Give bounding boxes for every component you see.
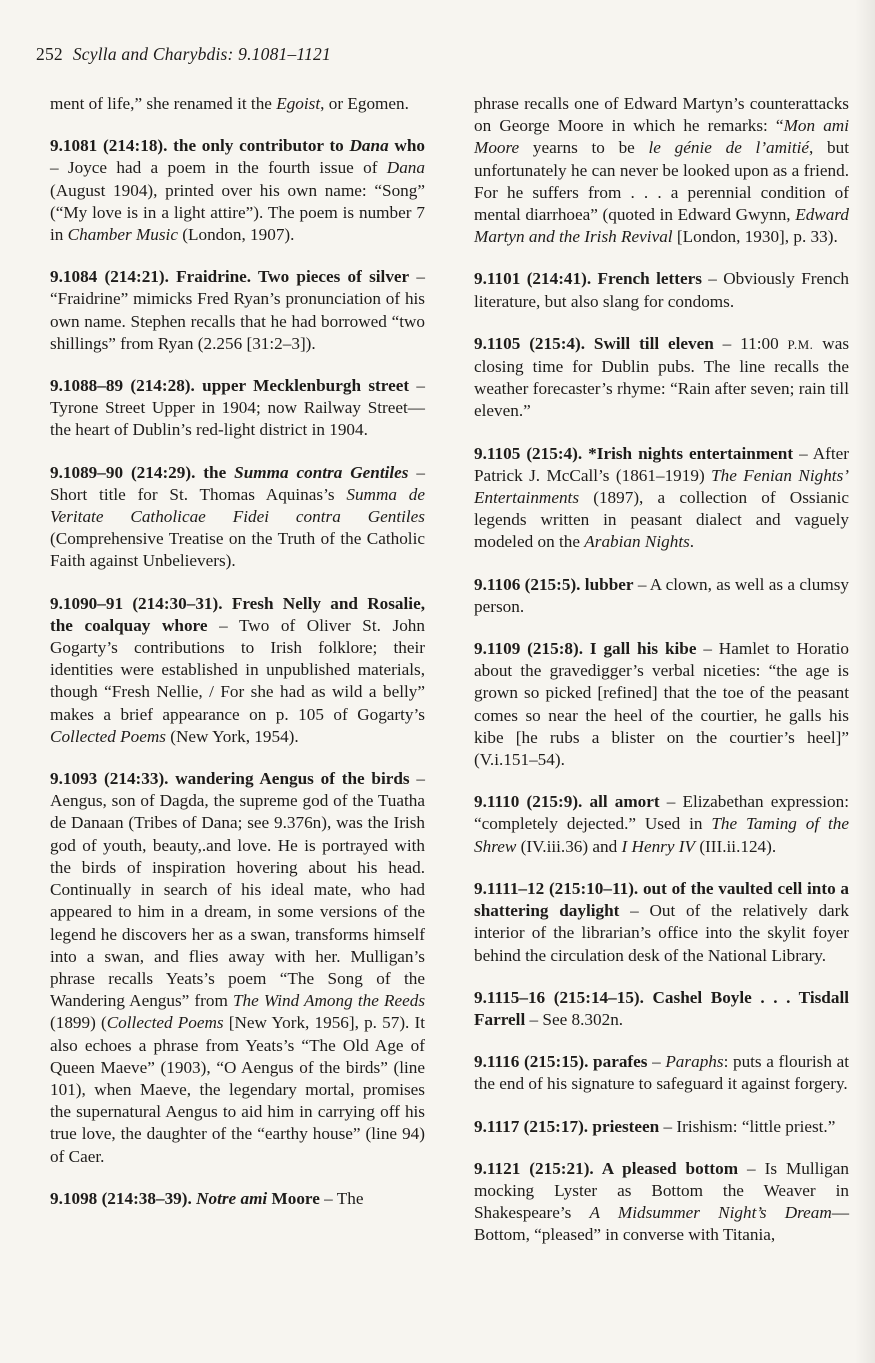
running-head: [36, 44, 331, 65]
annotation-entry: 9.1106 (215:5). lubber – A clown, as well as a clumsy person.: [474, 574, 849, 616]
annotation-entry: 9.1111–12 (215:10–11). out of the vaulted cell into a shattering daylight – Out of the relatively dark interior of the librarian’s office into the skylit foyer behind the circulation desk of the National Library.: [474, 878, 849, 965]
annotation-entry: 9.1081 (214:18). the only contributor to Dana who – Joyce had a poem in the fourth issue of Dana (August 1904), printed over his own name: “Song” (“My love is in a light attire”). The poem is number 7 in Chamber Music (London, 1907).: [50, 136, 425, 245]
annotation-entry: 9.1090–91 (214:30–31). Fresh Nelly and Rosalie, the coalquay whore – Two of Oliver St. John Gogarty’s contributions to Irish folklore; their identities were established in unpublished materials, though “Fresh Nellie, / For she had as wild a belly” makes a brief appearance on p. 105 of Gogarty’s Collected Poems (New York, 1954).: [50, 593, 425, 746]
annotation-entry: 9.1121 (215:21). A pleased bottom – Is Mulligan mocking Lyster as Bottom the Weaver in Shakespeare’s A Midsummer Night’s Dream—Bottom, “pleased” in converse with Titania,: [474, 1158, 850, 1245]
right-column: [474, 93, 849, 1267]
annotation-entry: 9.1084 (214:21). Fraidrine. Two pieces of silver – “Fraidrine” mimicks Fred Ryan’s pronunciation of his own name. Stephen recalls that he had borrowed “two shillings” from Ryan (2.256 [31:2–3]).: [50, 267, 425, 353]
annotation-entry: 9.1115–16 (215:14–15). Cashel Boyle . . . Tisdall Farrell – See 8.302n.: [474, 987, 849, 1029]
page-number: 252: [36, 44, 63, 64]
annotation-entry: ment of life,” she renamed it the Egoist, or Egomen.: [50, 94, 409, 113]
annotation-entry: 9.1109 (215:8). I gall his kibe – Hamlet to Horatio about the gravedigger’s verbal niceties: “the age is grown so picked [refined] that the toe of the peasant comes so near the heel of the courtier, he galls his kibe [he rubs a blister on the courtier’s heel]” (V.i.151–54).: [474, 639, 849, 770]
page-edge-shadow: [855, 0, 875, 1363]
left-column: [50, 93, 425, 1230]
annotation-entry: phrase recalls one of Edward Martyn’s counterattacks on George Moore in which he remarks: “Mon ami Moore yearns to be le génie de l’amitié, but unfortunately he can never be looked upon as a friend. For he suffers from . . . a perennial condition of mental diarrhoea” (quoted in Edward Gwynn, Edward Martyn and the Irish Revival [London, 1930], p. 33).: [474, 94, 849, 247]
annotation-entry: 9.1116 (215:15). parafes – Paraphs: puts a flourish at the end of his signature to safeguard it against forgery.: [474, 1052, 849, 1094]
annotation-entry: 9.1105 (215:4). *Irish nights entertainment – After Patrick J. McCall’s (1861–1919) The Fenian Nights’ Entertainments (1897), a collection of Ossianic legends written in peasant dialect and vaguely modeled on the Arabian Nights.: [474, 443, 849, 552]
annotation-entry: 9.1105 (215:4). Swill till eleven – 11:00 P.M. was closing time for Dublin pubs. The line recalls the weather forecaster’s rhyme: “Rain after seven; rain till eleven.”: [474, 333, 850, 421]
annotation-entry: 9.1088–89 (214:28). upper Mecklenburgh street – Tyrone Street Upper in 1904; now Railway Street—the heart of Dublin’s red-light district in 1904.: [50, 376, 426, 440]
annotation-entry: 9.1089–90 (214:29). the Summa contra Gentiles – Short title for St. Thomas Aquinas’s Summa de Veritate Catholicae Fidei contra Gentiles (Comprehensive Treatise on the Truth of the Catholic Faith against Unbelievers).: [50, 462, 426, 571]
annotation-entry: 9.1117 (215:17). priesteen – Irishism: “little priest.”: [474, 1116, 836, 1136]
annotation-entry: 9.1110 (215:9). all amort – Elizabethan expression: “completely dejected.” Used in The Taming of the Shrew (IV.iii.36) and I Henry IV (III.ii.124).: [474, 792, 849, 856]
annotation-entry: 9.1098 (214:38–39). Notre ami Moore – The: [50, 1188, 364, 1208]
annotation-entry: 9.1093 (214:33). wandering Aengus of the birds – Aengus, son of Dagda, the supreme god of the Tuatha de Danaan (Tribes of Dana; see 9.376n), was the Irish god of youth, beauty,.and love. He is portrayed with the birds of inspiration hovering about his head. Continually in search of his ideal mate, who had appeared to him in a dream, in some versions of the legend he discovers her as a swan, transforms himself into a swan, and flies away with her. Mulligan’s phrase recalls Yeats’s poem “The Song of the Wandering Aengus” from The Wind Among the Reeds (1899) (Collected Poems [New York, 1956], p. 57). It also echoes a phrase from Yeats’s “The Old Age of Queen Maeve” (1903), “O Aengus of the birds” (line 101), when Maeve, the legendary mortal, promises the supernatural Aengus to aid him in carrying off his true love, the daughter of the “earthy house” (line 94) of Caer.: [50, 769, 426, 1166]
annotation-entry: 9.1101 (214:41). French letters – Obviously French literature, but also slang for condoms.: [474, 269, 849, 311]
running-title: Scylla and Charybdis: 9.1081–1121: [72, 44, 331, 64]
